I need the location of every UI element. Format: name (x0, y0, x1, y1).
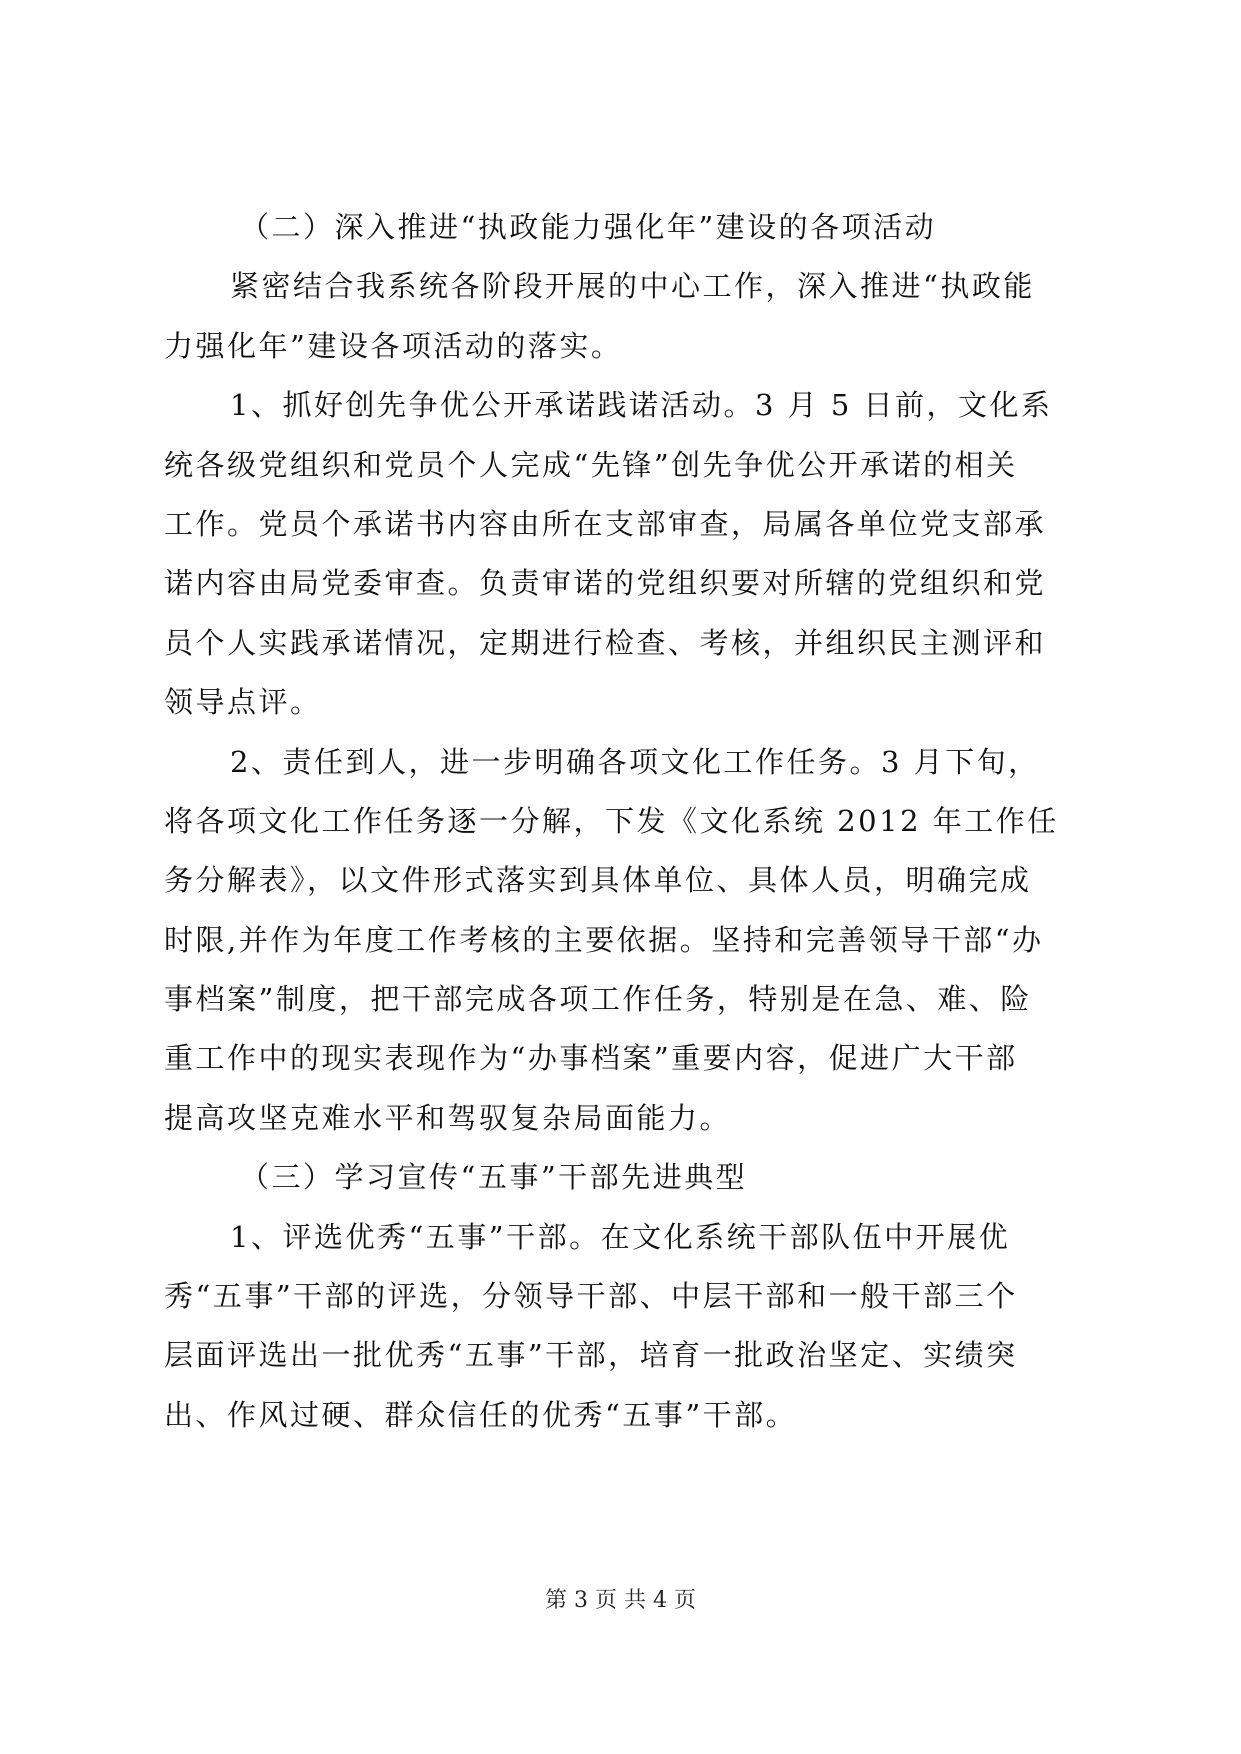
paragraph-line: 务分解表》，以文件形式落实到具体单位、具体人员，明确完成 (164, 863, 1032, 898)
paragraph-line: 提高攻坚克难水平和驾驭复杂局面能力。 (164, 1100, 732, 1135)
paragraph-line: 力强化年”建设各项活动的落实。 (164, 328, 623, 363)
paragraph-line: 工作。党员个承诺书内容由所在支部审查，局属各单位党支部承 (164, 506, 1047, 541)
paragraph-line: 出、作风过硬、群众信任的优秀“五事”干部。 (164, 1397, 798, 1432)
paragraph-line: 将各项文化工作任务逐一分解，下发《文化系统 2012 年工作任 (164, 803, 1059, 838)
page-number-footer: 第 3 页 共 4 页 (545, 1588, 696, 1613)
paragraph-line: 紧密结合我系统各阶段开展的中心工作，深入推进“执政能 (230, 269, 1035, 304)
paragraph-line: 1、评选优秀“五事”干部。在文化系统干部队伍中开展优 (230, 1219, 1011, 1254)
paragraph-line: 秀“五事”干部的评选，分领导干部、中层干部和一般干部三个 (164, 1279, 1018, 1314)
paragraph-line: 层面评选出一批优秀“五事”干部，培育一批政治坚定、实绩突 (164, 1338, 1018, 1373)
paragraph-line: 1、抓好创先争优公开承诺践诺活动。3 月 5 日前，文化系 (230, 388, 1053, 423)
paragraph-line: 统各级党组织和党员个人完成“先锋”创先争优公开承诺的相关 (164, 447, 1018, 482)
section-heading-2: （二）深入推进“执政能力强化年”建设的各项活动 (240, 210, 937, 244)
paragraph-line: 事档案”制度，把干部完成各项工作任务，特别是在急、难、险 (164, 982, 1032, 1017)
paragraph-line: 诺内容由局党委审查。负责审诺的党组织要对所辖的党组织和党 (164, 566, 1047, 601)
paragraph-line: 时限,并作为年度工作考核的主要依据。坚持和完善领导干部“办 (164, 922, 1044, 957)
paragraph-line: 2、责任到人，进一步明确各项文化工作任务。3 月下旬， (230, 744, 1040, 779)
paragraph-line: 员个人实践承诺情况，定期进行检查、考核，并组织民主测评和 (164, 625, 1047, 660)
document-body (164, 198, 1074, 1445)
paragraph-line: 领导点评。 (164, 685, 322, 720)
section-heading-3: （三）学习宣传“五事”干部先进典型 (240, 1160, 748, 1195)
paragraph-line: 重工作中的现实表现作为“办事档案”重要内容，促进广大干部 (164, 1041, 1018, 1076)
